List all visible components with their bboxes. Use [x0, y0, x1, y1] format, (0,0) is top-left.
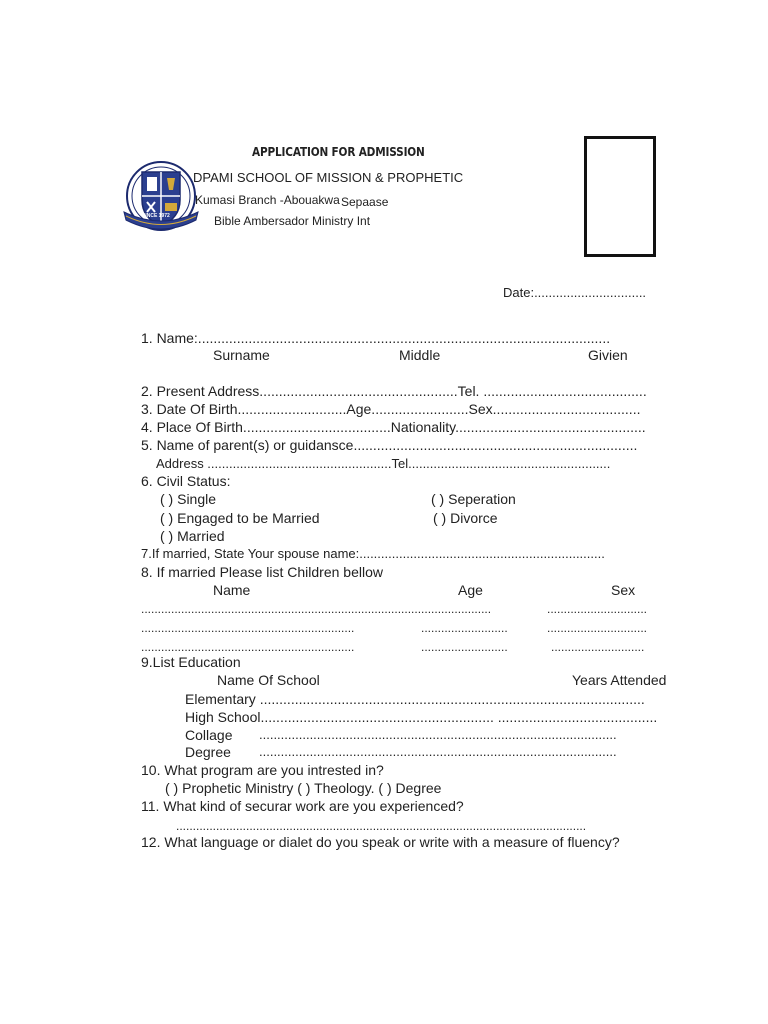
- surname-label: Surname: [213, 347, 270, 363]
- parent-address-field[interactable]: Address ...................................................Tel........................................................: [156, 456, 611, 471]
- civil-status-heading: 6. Civil Status:: [141, 473, 231, 489]
- child-row-2-age-field[interactable]: ..........................: [421, 621, 508, 635]
- high-school-field[interactable]: High School............................................................ .........................................: [185, 709, 658, 725]
- passport-photo-box: [584, 136, 656, 257]
- children-age-label: Age: [458, 582, 483, 598]
- civil-separation-option[interactable]: ( ) Seperation: [431, 491, 516, 507]
- child-row-1-sex-field[interactable]: ..............................: [547, 602, 648, 616]
- education-heading: 9.List Education: [141, 654, 241, 670]
- civil-married-option[interactable]: ( ) Married: [160, 528, 225, 544]
- child-row-3-age-field[interactable]: ..........................: [421, 640, 508, 654]
- school-crest-logo: [118, 156, 204, 240]
- place-of-birth-field[interactable]: 4. Place Of Birth......................................Nationality.................................................: [141, 419, 646, 435]
- branch-suffix-text: Sepaase: [341, 195, 389, 209]
- middle-name-label: Middle: [399, 347, 441, 363]
- children-sex-label: Sex: [611, 582, 636, 598]
- elementary-field[interactable]: Elementary ...................................................................................................: [185, 691, 645, 707]
- ministry-text: Bible Ambersador Ministry Int: [214, 214, 371, 228]
- children-heading: 8. If married Please list Children bellow: [141, 564, 383, 580]
- college-field[interactable]: ...................................................................................................: [259, 727, 617, 742]
- parent-name-field[interactable]: 5. Name of parent(s) or guidansce.........................................................................: [141, 437, 638, 453]
- child-row-2-name-field[interactable]: ................................................................: [141, 621, 355, 635]
- date-field[interactable]: Date:...............................: [503, 285, 647, 300]
- civil-engaged-option[interactable]: ( ) Engaged to be Married: [160, 510, 320, 526]
- civil-single-option[interactable]: ( ) Single: [160, 491, 217, 507]
- date-of-birth-field[interactable]: 3. Date Of Birth............................Age.........................Sex......................................: [141, 401, 641, 417]
- program-question: 10. What program are you intrested in?: [141, 762, 384, 778]
- children-name-label: Name: [213, 582, 251, 598]
- name-field[interactable]: 1. Name:..........................................................................................................: [141, 330, 611, 346]
- branch-text: Kumasi Branch -Abouakwa: [195, 193, 340, 207]
- child-row-3-name-field[interactable]: ................................................................: [141, 640, 355, 654]
- present-address-field[interactable]: 2. Present Address...................................................Tel. ..........................................: [141, 383, 647, 399]
- years-attended-label: Years Attended: [572, 672, 667, 688]
- language-question: 12. What language or dialet do you speak or write with a measure of fluency?: [141, 834, 620, 850]
- school-name-label: Name Of School: [217, 672, 320, 688]
- civil-divorce-option[interactable]: ( ) Divorce: [433, 510, 498, 526]
- degree-field[interactable]: ...................................................................................................: [259, 744, 617, 759]
- degree-label: Degree: [185, 744, 231, 760]
- child-row-3-sex-field[interactable]: ............................: [551, 640, 645, 654]
- child-row-1-name-age-field[interactable]: .........................................................................................................: [141, 602, 492, 616]
- crest-years-text: SINCE 1972: [142, 213, 170, 219]
- school-name: DPAMI SCHOOL OF MISSION & PROPHETIC: [193, 170, 464, 185]
- child-row-2-sex-field[interactable]: ..............................: [547, 621, 648, 635]
- secular-work-field[interactable]: ...........................................................................................................................: [176, 819, 587, 833]
- program-options[interactable]: ( ) Prophetic Ministry ( ) Theology. ( ) Degree: [165, 780, 442, 796]
- secular-work-question: 11. What kind of securar work are you experienced?: [141, 798, 464, 814]
- given-name-label: Givien: [588, 347, 628, 363]
- form-title: APPLICATION FOR ADMISSION: [252, 144, 425, 159]
- spouse-name-field[interactable]: 7.If married, State Your spouse name:....................................................................: [141, 546, 605, 561]
- college-label: Collage: [185, 727, 233, 743]
